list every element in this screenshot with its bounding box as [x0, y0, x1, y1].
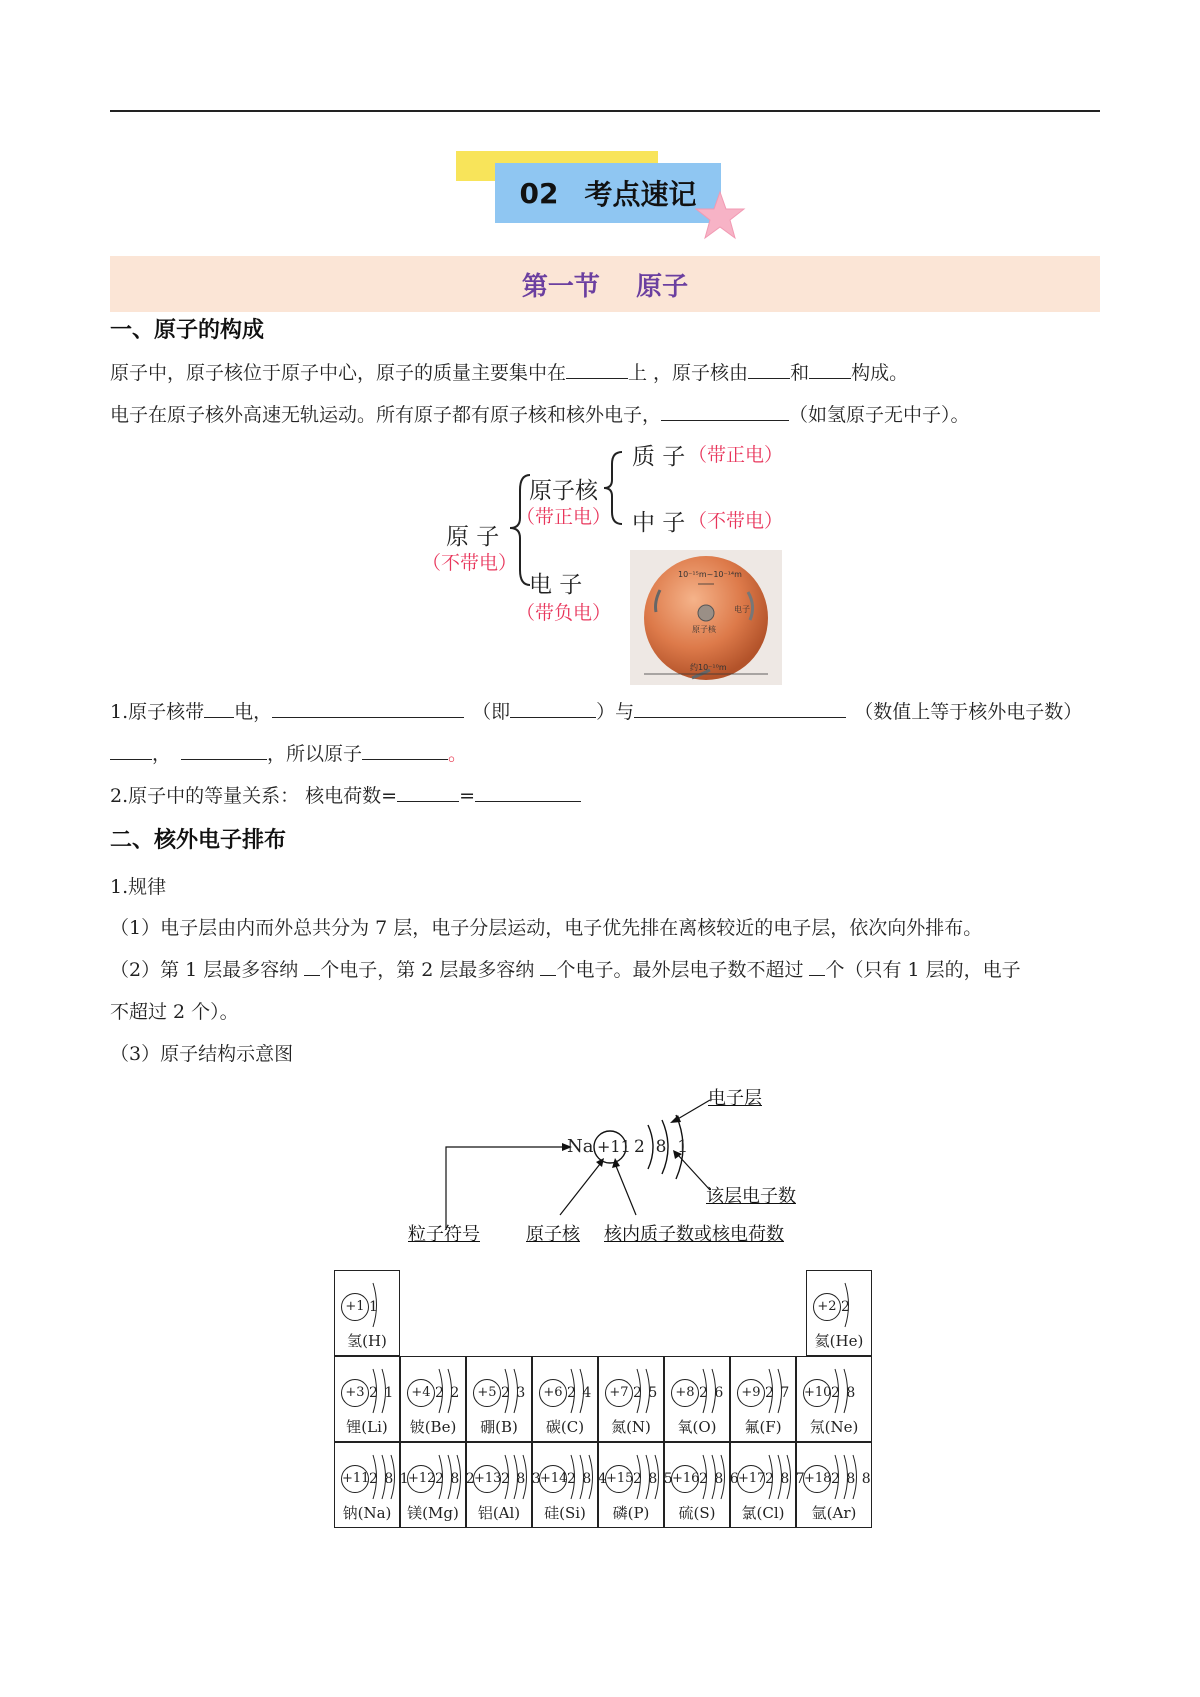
shell-arc [382, 1455, 386, 1499]
text: 个电子，第 2 层最多容纳 [320, 959, 535, 981]
shell-arc [655, 1455, 659, 1499]
element-nucleus: +16 [671, 1465, 699, 1493]
element-name: 氩(Ar) [811, 1504, 857, 1522]
element-shells: 2 8 [831, 1385, 857, 1401]
text: 构成。 [851, 362, 909, 384]
shell-arc [835, 1455, 839, 1499]
shell-arc [439, 1455, 443, 1499]
fill-blank[interactable] [304, 957, 320, 976]
element-shells: 2 8 8 [831, 1471, 872, 1487]
element-nucleus: +2 [813, 1293, 841, 1321]
electron-shell-arcs [695, 1449, 731, 1505]
label-proton-number: 核内质子数或核电荷数 [604, 1224, 784, 1245]
label-atom-charge: （不带电） [422, 552, 518, 574]
element-cell [532, 1356, 598, 1442]
shell-arc [845, 1283, 849, 1327]
element-nucleus: +12 [407, 1465, 435, 1493]
element-nucleus: +17 [737, 1465, 765, 1493]
element-shells: 2 7 [765, 1385, 791, 1401]
text: 上 ，原子核由 [628, 362, 749, 384]
element-nucleus: +14 [539, 1465, 567, 1493]
element-nucleus: +10 [803, 1379, 831, 1407]
element-name: 硫(S) [678, 1504, 716, 1522]
shell-arc [505, 1369, 509, 1413]
shell-arc [712, 1455, 716, 1499]
element-cell [796, 1442, 872, 1528]
electron-shell-arcs [365, 1363, 401, 1419]
rule-2 [110, 955, 1021, 982]
element-shells: 2 8 3 [501, 1471, 542, 1487]
paragraph-nucleus-charge [110, 697, 1082, 724]
element-cell [334, 1356, 400, 1442]
shell-arc [844, 1369, 848, 1413]
text: （即 [472, 701, 511, 723]
fill-blank[interactable] [634, 699, 846, 718]
element-name: 钠(Na) [342, 1504, 392, 1522]
shell-arc [646, 1369, 650, 1413]
element-nucleus: +5 [473, 1379, 501, 1407]
element-cell [334, 1442, 410, 1528]
label-shell-electron-count: 该层电子数 [706, 1186, 796, 1207]
top-rule [110, 110, 1100, 112]
photo-label-atom-size: 约10⁻¹⁰m [690, 663, 727, 672]
electron-shell-arcs [837, 1277, 873, 1333]
shell-arc [391, 1455, 395, 1499]
element-shells: 2 8 5 [633, 1471, 674, 1487]
text: 。 [448, 743, 468, 765]
rule-title: 1.规律 [110, 876, 167, 898]
element-name: 氦(He) [814, 1332, 864, 1350]
element-shells: 2 8 6 [699, 1471, 740, 1487]
element-name: 铝(Al) [477, 1504, 521, 1522]
sodium-nucleus: +11 [597, 1137, 631, 1156]
electron-shell-arcs [695, 1363, 731, 1419]
shell-arc [523, 1455, 527, 1499]
fill-blank[interactable] [809, 360, 851, 379]
fill-blank[interactable] [181, 741, 267, 760]
electron-shell-arcs [827, 1449, 863, 1505]
element-shells: 1 [369, 1299, 379, 1315]
element-nucleus: +8 [671, 1379, 699, 1407]
element-name: 氖(Ne) [809, 1418, 859, 1436]
text: 个电子。最外层电子数不超过 [556, 959, 804, 981]
element-shells: 2 8 4 [567, 1471, 608, 1487]
element-name: 磷(P) [612, 1504, 650, 1522]
element-cell [400, 1356, 466, 1442]
text: ，所以原子 [267, 743, 363, 765]
label-electron-shell: 电子层 [708, 1088, 762, 1109]
label-particle-symbol: 粒子符号 [408, 1224, 480, 1245]
electron-shell-arcs [431, 1363, 467, 1419]
photo-label-nucleus: 原子核 [692, 625, 716, 634]
text: = [459, 785, 476, 807]
shell-arc [787, 1455, 791, 1499]
element-shells: 2 1 [369, 1385, 395, 1401]
electron-shell-arcs [761, 1363, 797, 1419]
element-nucleus: +15 [605, 1465, 633, 1493]
shell-arc [580, 1369, 584, 1413]
shell-arc [373, 1369, 377, 1413]
shell-arc [769, 1455, 773, 1499]
heading-atom-composition: 一、原子的构成 [110, 318, 265, 343]
element-nucleus: +6 [539, 1379, 567, 1407]
element-cell [466, 1442, 542, 1528]
element-cell [730, 1442, 806, 1528]
photo-label-electron: 电子 [734, 605, 750, 614]
element-cell [466, 1356, 532, 1442]
shell-arc [589, 1455, 593, 1499]
element-nucleus: +1 [341, 1293, 369, 1321]
element-shells: 2 8 7 [765, 1471, 806, 1487]
shell-arc [769, 1369, 773, 1413]
element-cell [730, 1356, 796, 1442]
element-cell [664, 1356, 730, 1442]
element-shells: 2 2 [435, 1385, 461, 1401]
fill-blank[interactable] [540, 957, 556, 976]
fill-blank[interactable] [362, 741, 448, 760]
element-shells: 2 8 2 [435, 1471, 476, 1487]
text: ）与 [596, 701, 635, 723]
text: （数值上等于核外电子数） [854, 701, 1083, 723]
sodium-shells: 2 8 1 [634, 1137, 689, 1157]
badge-number: 02 [519, 176, 559, 210]
shell-arc [703, 1369, 707, 1413]
electron-shell-arcs [761, 1449, 797, 1505]
paragraph-equality [110, 781, 581, 808]
element-shells: 2 4 [567, 1385, 593, 1401]
label-proton: 质 子 [632, 444, 686, 470]
fill-blank[interactable] [566, 360, 628, 379]
element-nucleus: +13 [473, 1465, 501, 1493]
label-neutron: 中 子 [632, 510, 686, 536]
element-cell [796, 1356, 872, 1442]
fill-blank[interactable] [204, 699, 234, 718]
fill-blank[interactable] [748, 360, 790, 379]
fill-blank[interactable] [397, 783, 459, 802]
electron-shell-arcs [365, 1277, 401, 1333]
star-icon [694, 190, 746, 242]
shell-arc [382, 1369, 386, 1413]
electron-shell-arcs [431, 1449, 467, 1505]
paragraph-nucleus-charge-cont [110, 739, 467, 766]
section-title-bar [110, 256, 1100, 312]
shell-arc [835, 1369, 839, 1413]
element-nucleus: +11 [341, 1465, 369, 1493]
label-nucleus: 原子核 [529, 478, 598, 504]
text: ， [152, 743, 172, 765]
electron-shell-arcs [563, 1363, 599, 1419]
element-cell [806, 1270, 872, 1356]
rule-2-cont: 不超过 2 个）。 [110, 1001, 239, 1023]
section-title: 第一节 原子 [521, 271, 689, 302]
paragraph-atom-mass [110, 358, 908, 385]
element-cell [664, 1442, 740, 1528]
label-atom: 原 子 [446, 524, 500, 550]
electron-shell-arcs [563, 1449, 599, 1505]
shell-arc [457, 1455, 461, 1499]
element-cell [598, 1442, 674, 1528]
element-shells: 2 3 [501, 1385, 527, 1401]
text: 1.原子核带 [110, 701, 205, 723]
element-shells: 2 6 [699, 1385, 725, 1401]
fill-blank[interactable] [475, 783, 581, 802]
label-electron-charge: （带负电） [516, 602, 612, 624]
text: 个（只有 1 层的，电子 [825, 959, 1021, 981]
element-nucleus: +18 [803, 1465, 831, 1493]
element-name: 硼(B) [480, 1418, 518, 1436]
shell-arc [571, 1455, 575, 1499]
text: 电， [234, 701, 273, 723]
badge-title: 考点速记 [584, 178, 697, 211]
shell-arc [844, 1455, 848, 1499]
text: （2）第 1 层最多容纳 [110, 959, 299, 981]
element-name: 氧(O) [677, 1418, 717, 1436]
element-nucleus: +3 [341, 1379, 369, 1407]
element-nucleus: +7 [605, 1379, 633, 1407]
electron-shell-arcs [629, 1363, 665, 1419]
shell-arc [712, 1369, 716, 1413]
element-nucleus: +9 [737, 1379, 765, 1407]
fill-blank[interactable] [510, 699, 596, 718]
shell-arc [571, 1369, 575, 1413]
label-proton-charge: （带正电） [688, 444, 784, 466]
text: 和 [790, 362, 810, 384]
rule-3: （3）原子结构示意图 [110, 1043, 294, 1065]
element-nucleus: +4 [407, 1379, 435, 1407]
fill-blank[interactable] [110, 741, 152, 760]
shell-arc [373, 1455, 377, 1499]
page-badge [495, 163, 721, 223]
electron-shell-arcs [365, 1449, 401, 1505]
shell-arc [514, 1369, 518, 1413]
text: （如氢原子无中子）。 [789, 404, 970, 426]
label-nucleus-charge: （带正电） [516, 506, 612, 528]
atom-model-image [630, 550, 782, 685]
heading-electron-arrangement: 二、核外电子排布 [110, 828, 287, 853]
element-name: 氢(H) [347, 1332, 387, 1350]
element-cell [598, 1356, 664, 1442]
element-shells: 2 [841, 1299, 851, 1315]
shell-arc [448, 1455, 452, 1499]
shell-arc [373, 1283, 377, 1327]
shell-arc [637, 1369, 641, 1413]
electron-shell-arcs [629, 1449, 665, 1505]
electron-shell-arcs [827, 1363, 863, 1419]
fill-blank[interactable] [661, 402, 789, 421]
fill-blank[interactable] [809, 957, 825, 976]
shell-arc [853, 1455, 857, 1499]
element-cell [400, 1442, 476, 1528]
text: 电子在原子核外高速无轨运动。所有原子都有原子核和核外电子， [110, 404, 662, 426]
element-name: 锂(Li) [346, 1418, 388, 1436]
element-name: 铍(Be) [409, 1418, 457, 1436]
shell-arc [778, 1369, 782, 1413]
sodium-symbol: Na [567, 1136, 594, 1157]
shell-arc [505, 1455, 509, 1499]
text: 2.原子中的等量关系： 核电荷数= [110, 785, 398, 807]
rule-1: （1）电子层由内而外总共分为 7 层，电子分层运动，电子优先排在离核较近的电子层，依次向外排布。 [110, 917, 983, 939]
electron-shell-arcs [497, 1363, 533, 1419]
label-atomic-nucleus: 原子核 [526, 1224, 580, 1245]
photo-label-nucleus-size: 10⁻¹⁵m~10⁻¹⁴m [678, 570, 742, 579]
shell-arc [514, 1455, 518, 1499]
shell-arc [439, 1369, 443, 1413]
element-name: 氯(Cl) [741, 1504, 785, 1522]
label-electron: 电 子 [529, 572, 583, 598]
element-name: 氮(N) [611, 1418, 651, 1436]
electron-shell-arcs [497, 1449, 533, 1505]
shell-arc [778, 1455, 782, 1499]
shell-arc [448, 1369, 452, 1413]
element-cell [334, 1270, 400, 1356]
element-name: 镁(Mg) [407, 1504, 459, 1522]
fill-blank[interactable] [272, 699, 464, 718]
paragraph-electron-motion [110, 400, 970, 427]
label-neutron-charge: （不带电） [688, 510, 784, 532]
element-name: 氟(F) [744, 1418, 782, 1436]
shell-arc [721, 1455, 725, 1499]
element-shells: 2 8 1 [369, 1471, 410, 1487]
shell-arc [580, 1455, 584, 1499]
element-shells: 2 5 [633, 1385, 659, 1401]
shell-arc [646, 1455, 650, 1499]
element-name: 硅(Si) [544, 1504, 586, 1522]
shell-arc [637, 1455, 641, 1499]
element-name: 碳(C) [545, 1418, 585, 1436]
shell-arc [703, 1455, 707, 1499]
element-cell [532, 1442, 608, 1528]
text: 原子中，原子核位于原子中心，原子的质量主要集中在 [110, 362, 567, 384]
